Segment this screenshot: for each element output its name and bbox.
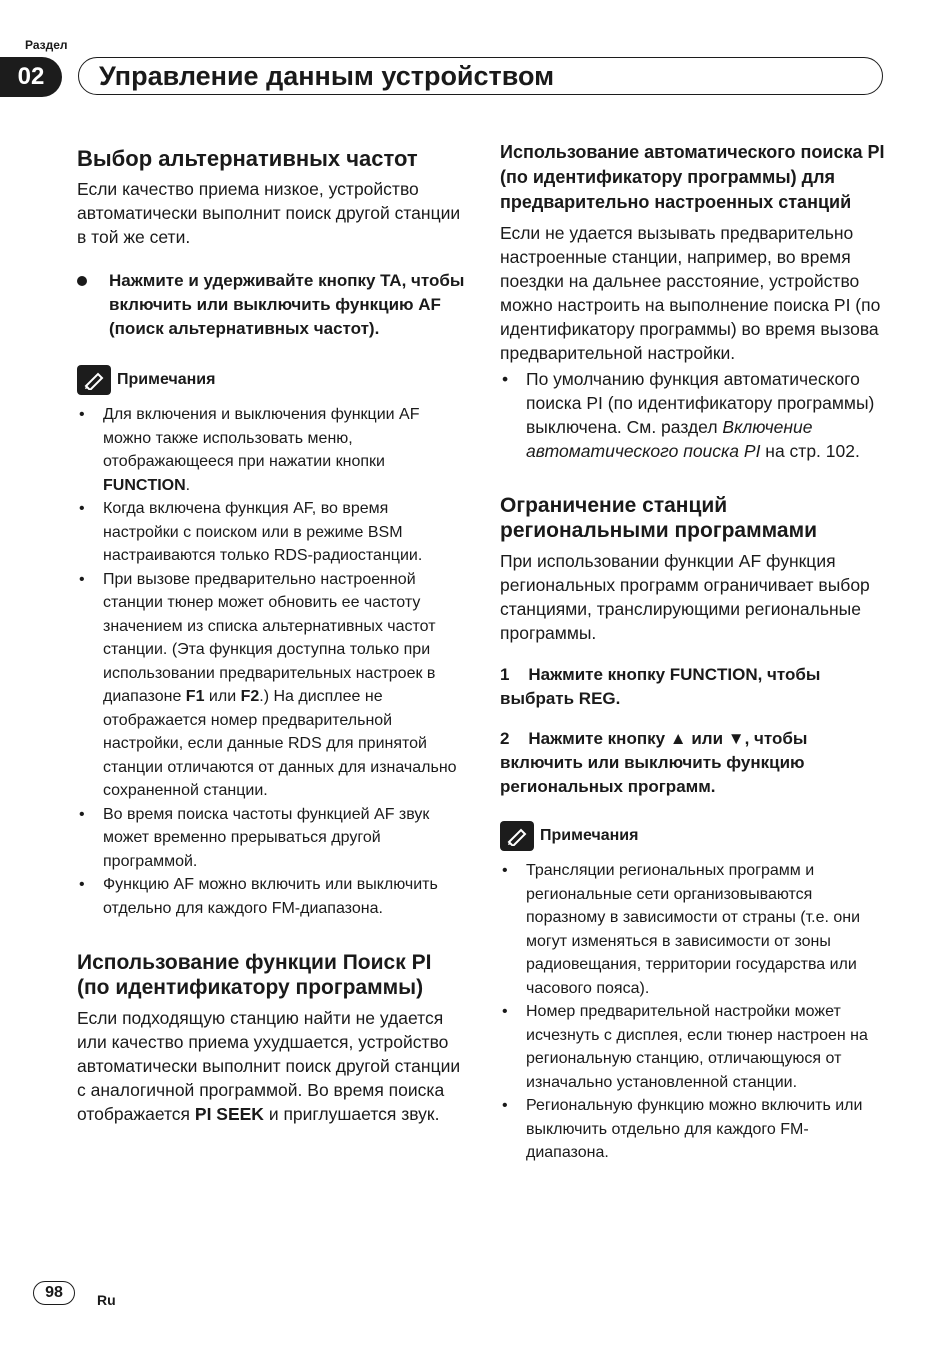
note-item: • Региональную функцию можно включить или выключить отдельно для каждого FM-диапазона. [500, 1094, 885, 1165]
note-item: • Номер предварительной настройки может исчезнуть с дисплея, если тюнер настроен на региональную станцию, отличающуюся от изначально установленной станции. [500, 1000, 885, 1094]
left-column [77, 140, 467, 1126]
note-item: • Во время поиска частоты функцией AF звук может временно прерываться другой программой. [77, 803, 467, 874]
notes-title: Примечания [540, 827, 639, 844]
alt-freq-step [77, 269, 467, 341]
alt-freq-step-text: Нажмите и удерживайте кнопку TA, чтобы включить или выключить функцию AF (поиск альтернативных частот). [109, 271, 465, 338]
note-pencil-icon [500, 821, 534, 851]
note-item: • Функцию AF можно включить или выключить отдельно для каждого FM-диапазона. [77, 873, 467, 920]
note-item: • При вызове предварительно настроенной станции тюнер может обновить ее частоту значением из списка альтернативных частот станции. (Эта функция доступна только при использовании предварительных настроек в диапазоне F1 или F2.) На дисплее не отображается номер предварительной настройки, если данные RDS для принятой станции отличаются от данных для изначально сохраненной станции. [77, 568, 467, 803]
auto-pi-intro: Если не удается вызывать предварительно настроенные станции, например, во время поездки на дальнее расстояние, устройство можно настроить на выполнение поиска PI (по идентификатору программы) во время вызова предварительной настройки. [500, 223, 881, 363]
note-pencil-icon [77, 365, 111, 395]
alt-freq-intro: Если качество приема низкое, устройство автоматически выполнит поиск другой станции в той же сети. [77, 179, 461, 247]
section-label: Раздел [25, 38, 68, 52]
heading-regional: Ограничение станций региональными программами [500, 494, 818, 542]
note-item: • Когда включена функция AF, во время настройки с поиском или в режиме BSM настраиваются только RDS-радиостанции. [77, 497, 467, 568]
bullet-dot-icon [77, 276, 87, 286]
auto-pi-bullet: • По умолчанию функция автоматического поиска PI (по идентификатору программы) выключена. См. раздел Включение автоматического поиска PI на стр. 102. [500, 367, 885, 463]
note-item: • Трансляции региональных программ и региональные сети организовываются поразному в зависимости от страны (т.е. они могут изменяться в зависимости от зоны радиовещания, территории государства или часового пояса). [500, 859, 885, 1000]
heading-pi-search: Использование функции Поиск PI (по идентификатору программы) [77, 951, 432, 999]
regional-step-1: 1 Нажмите кнопку FUNCTION, чтобы выбрать REG. [500, 665, 826, 708]
page-number: 98 [33, 1281, 75, 1305]
regional-notes-list [500, 859, 885, 1165]
right-column [500, 140, 885, 1165]
language-code: Ru [97, 1292, 116, 1308]
section-number-badge: 02 [0, 57, 62, 97]
notes-header [77, 365, 467, 395]
notes-list [77, 403, 467, 920]
heading-auto-pi: Использование автоматического поиска PI (по идентификатору программы) для предварительно настроенных станций [500, 142, 885, 212]
chapter-title: Управление данным устройством [78, 57, 883, 95]
auto-pi-bullets [500, 367, 885, 463]
pi-search-text: Если подходящую станцию найти не удается или качество приема ухудшается, устройство автоматически выполнит поиск другой станции с аналогичной программой. Во время поиска отображается PI SEEK и приглушается звук. [77, 1008, 461, 1124]
notes-title: Примечания [117, 371, 216, 388]
note-item: • Для включения и выключения функции AF можно также использовать меню, отображающееся при нажатии кнопки FUNCTION. [77, 403, 467, 497]
regional-step-2: 2 Нажмите кнопку ▲ или ▼, чтобы включить или выключить функцию региональных программ. [500, 729, 813, 796]
heading-alt-freq: Выбор альтернативных частот [77, 146, 418, 171]
regional-intro: При использовании функции AF функция региональных программ ограничивает выбор станциями, транслирующими региональные программы. [500, 551, 870, 643]
notes-header [500, 821, 885, 851]
